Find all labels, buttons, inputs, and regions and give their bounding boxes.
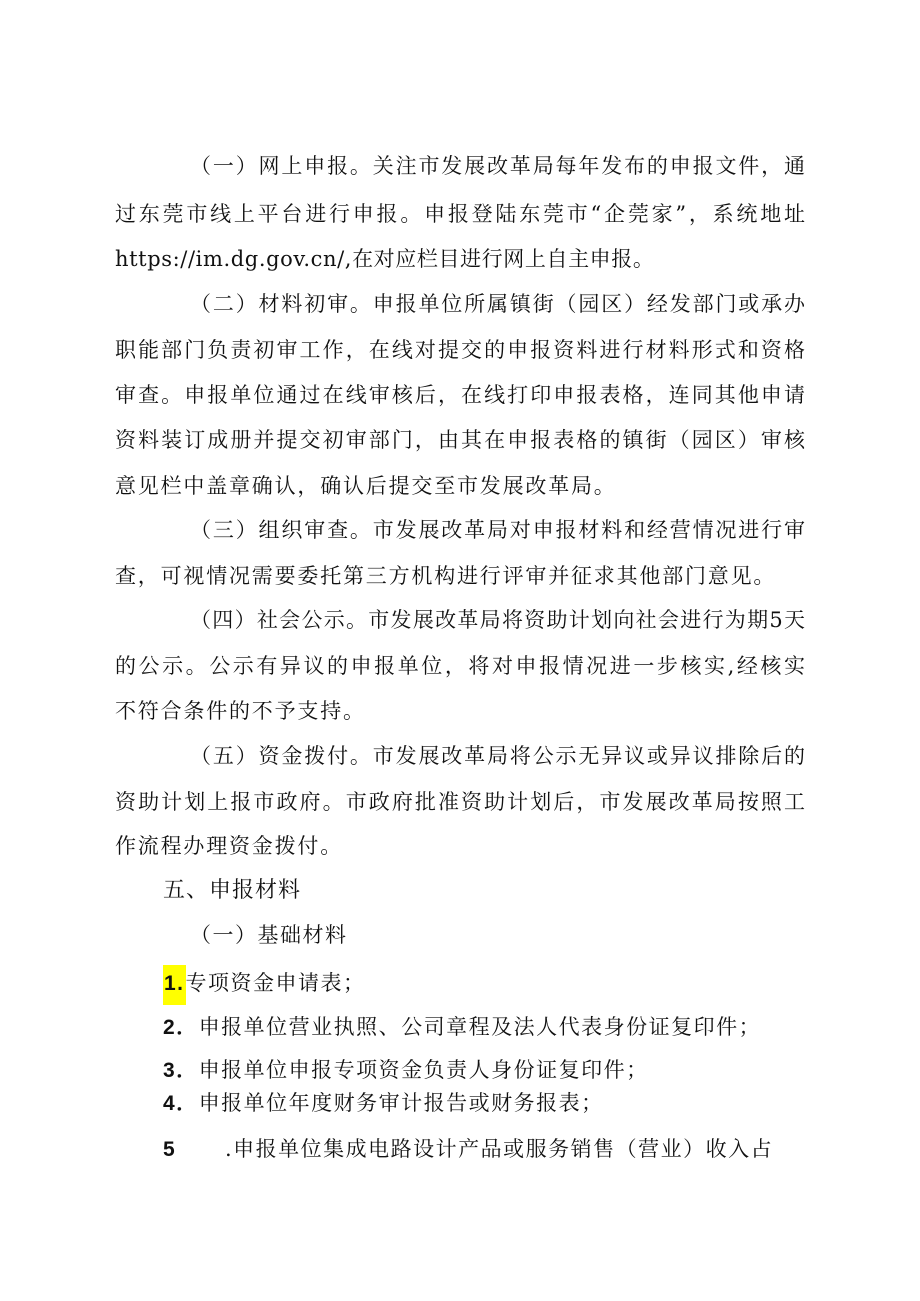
paragraph-line: （五）资金拨付。市发展改革局将公示无异议或异议排除后的 [190, 744, 805, 768]
item-number: 2． [163, 1016, 199, 1039]
list-item [163, 1088, 604, 1119]
paragraph-line: 资料装订成册并提交初审部门，由其在申报表格的镇街（园区）审核 [115, 428, 805, 452]
paragraph-line: https://im.dg.gov.cn/,在对应栏目进行网上自主申报。 [115, 247, 655, 271]
paragraph-line: 职能部门负责初审工作，在线对提交的申报资料进行材料形式和资格 [115, 338, 805, 362]
paragraph-line: （三）组织审查。市发展改革局对申报材料和经营情况进行审 [190, 518, 805, 542]
item-number: 5 [163, 1138, 177, 1161]
paragraph-line: （四）社会公示。市发展改革局将资助计划向社会进行为期5天 [190, 608, 805, 632]
item-text: 专项资金申请表； [185, 971, 366, 995]
item-number: 4． [163, 1092, 199, 1115]
paragraph-line: （二）材料初审。申报单位所属镇街（园区）经发部门或承办 [190, 292, 805, 316]
list-item [163, 1055, 649, 1086]
list-item [163, 965, 366, 1005]
paragraph-line: 查，可视情况需要委托第三方机构进行评审并征求其他部门意见。 [115, 564, 777, 588]
paragraph-line: 过东莞市线上平台进行申报。申报登陆东莞市“企莞家”，系统地址 [115, 202, 805, 226]
paragraph-line: 作流程办理资金拨付。 [115, 834, 343, 858]
item-text: 申报单位申报专项资金负责人身份证复印件； [198, 1058, 649, 1082]
paragraph-line: 的公示。公示有异议的申报单位，将对申报情况进一步核实,经核实 [115, 654, 805, 678]
item-number-highlighted: 1. [163, 965, 186, 1005]
paragraph-line: 审查。申报单位通过在线审核后，在线打印申报表格，连同其他申请 [115, 383, 805, 407]
item-text: .申报单位集成电路设计产品或服务销售（营业）收入占 [225, 1137, 774, 1161]
paragraph-line: （一）网上申报。关注市发展改革局每年发布的申报文件，通 [190, 154, 805, 178]
subheading: （一）基础材料 [190, 923, 348, 947]
paragraph-line: 资助计划上报市政府。市政府批准资助计划后，市发展改革局按照工 [115, 790, 805, 814]
item-text: 申报单位营业执照、公司章程及法人代表身份证复印件； [198, 1015, 762, 1039]
list-item [163, 1012, 761, 1043]
list-item [163, 1134, 773, 1165]
item-text: 申报单位年度财务审计报告或财务报表； [198, 1091, 604, 1115]
paragraph-line: 意见栏中盖章确认，确认后提交至市发展改革局。 [115, 474, 617, 498]
item-number: 3． [163, 1059, 199, 1082]
paragraph-line: 不符合条件的不予支持。 [115, 699, 366, 723]
section-heading: 五、申报材料 [163, 878, 302, 903]
